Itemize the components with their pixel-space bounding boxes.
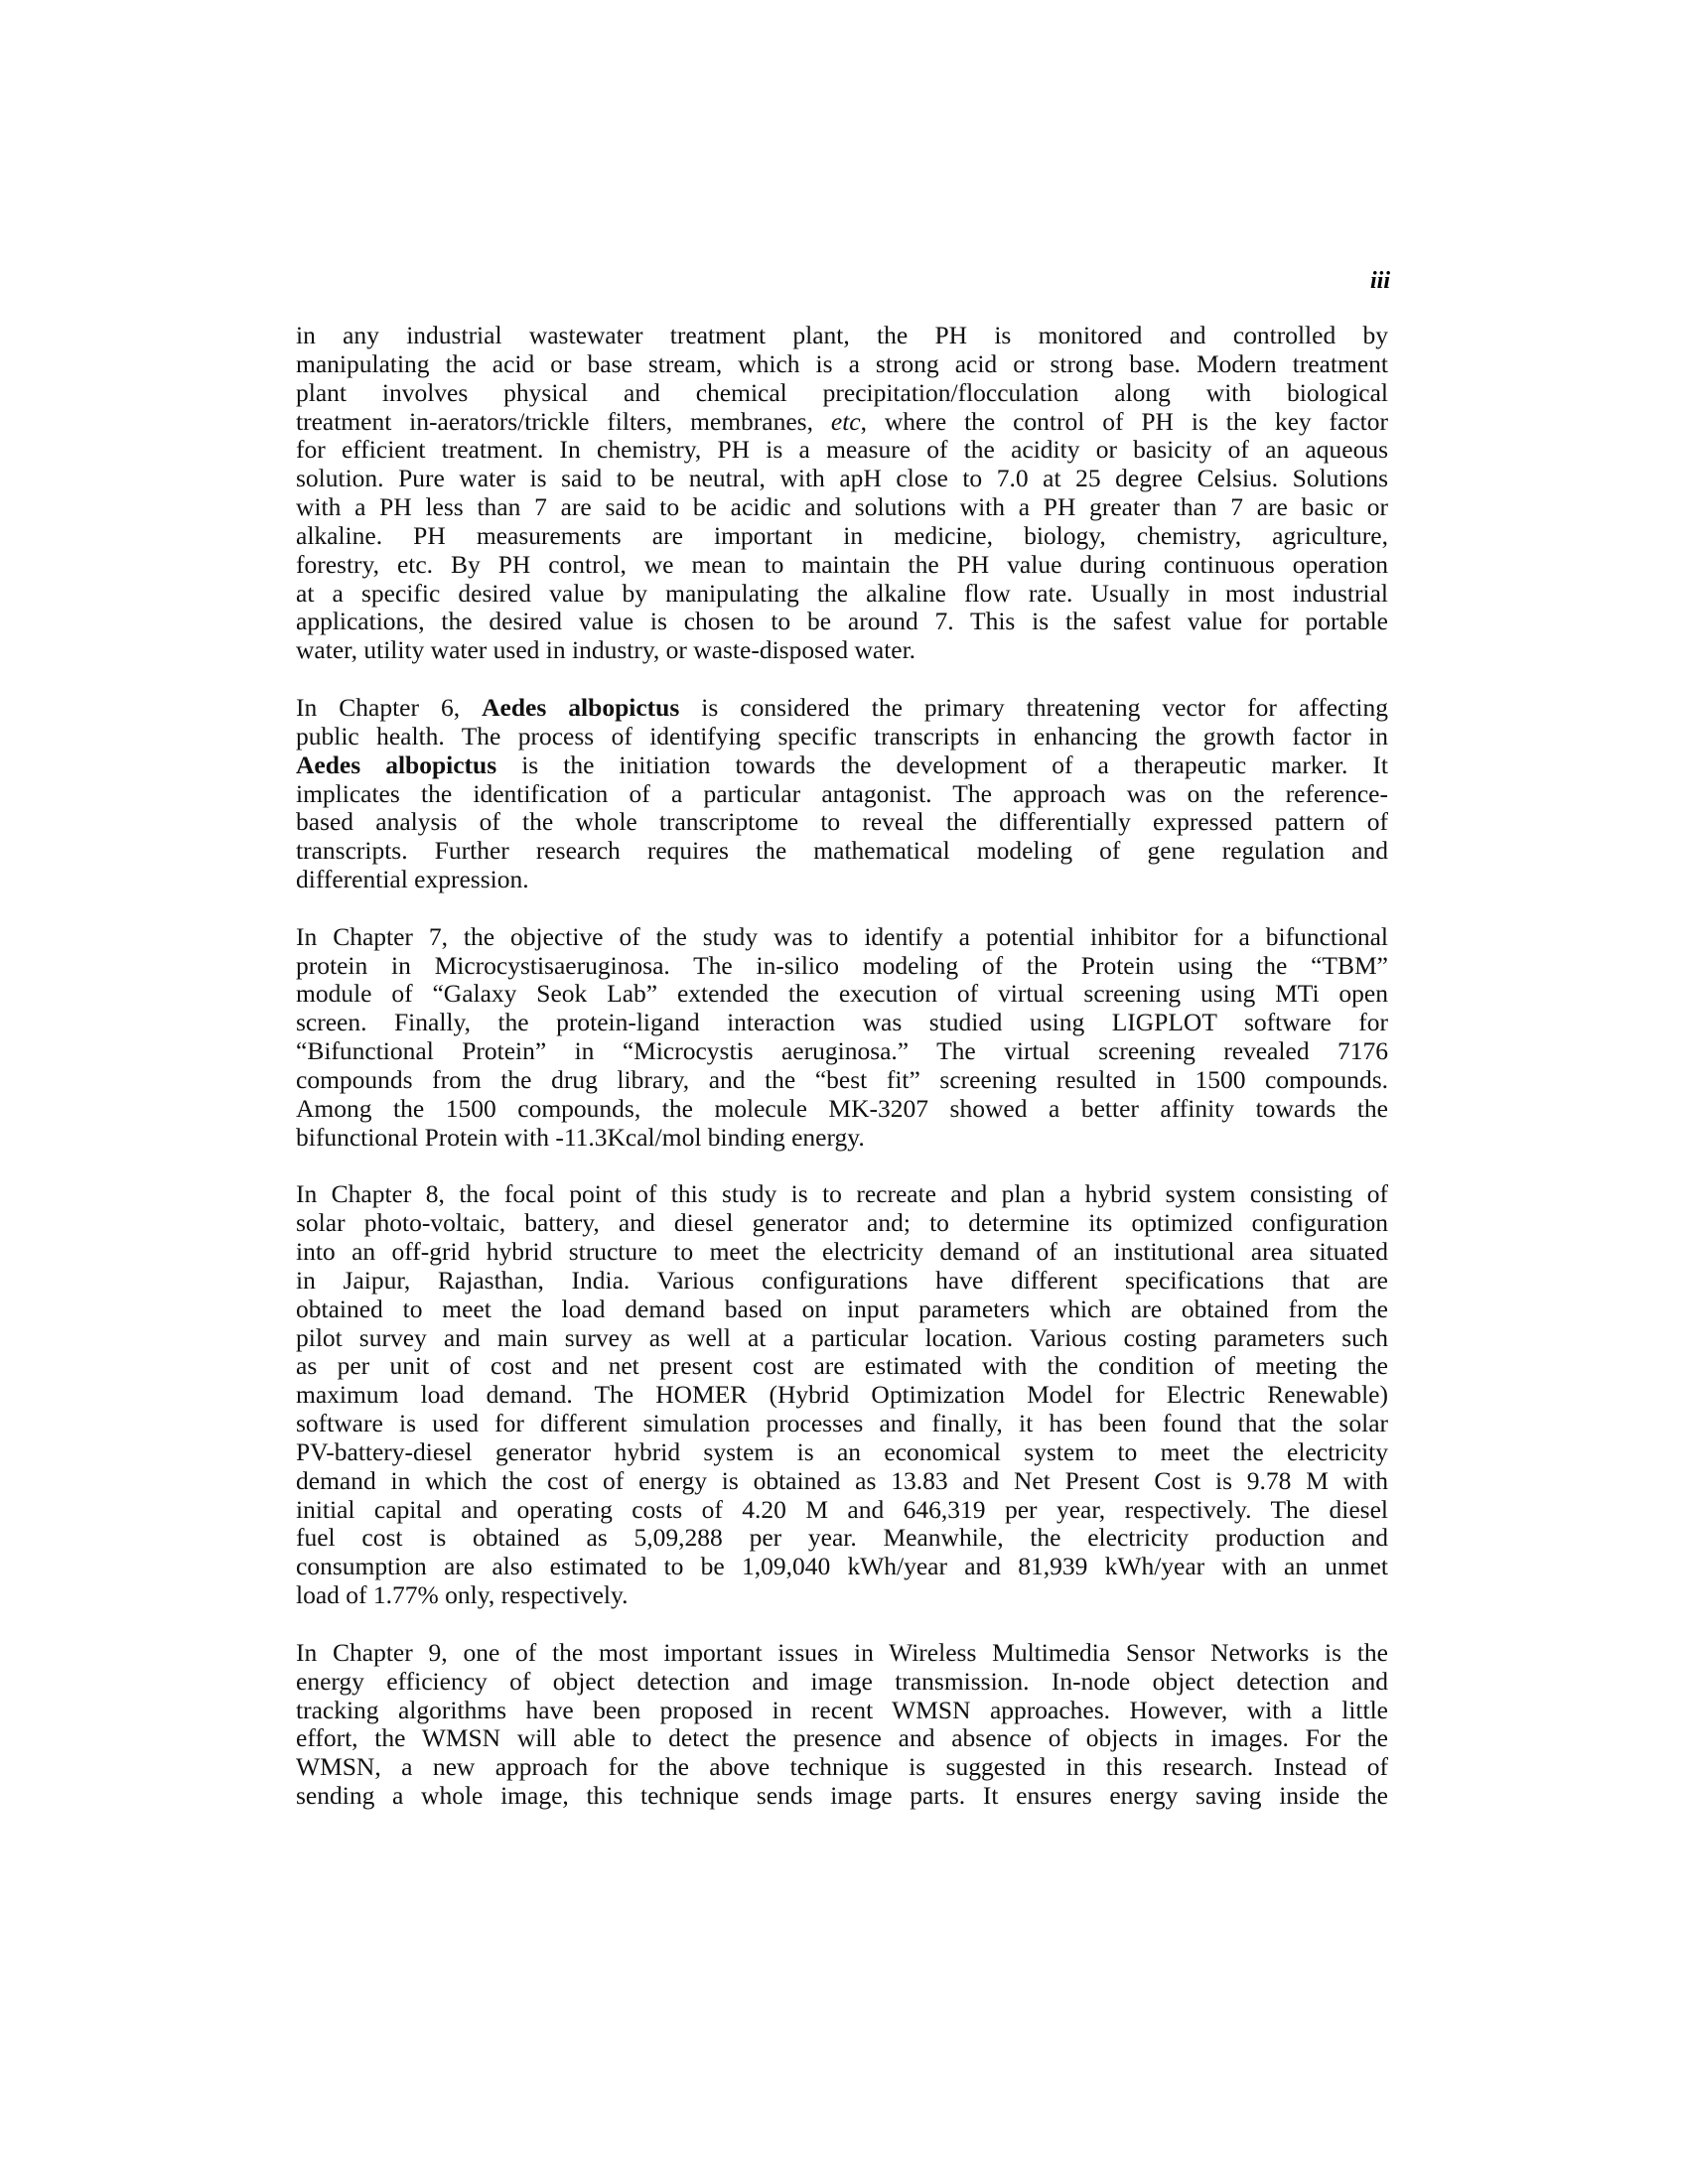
text-line: for efficient treatment. In chemistry, PH is a measure of the acidity or basicity of an aqueous bbox=[296, 435, 1388, 465]
paragraph-chapter-9 bbox=[296, 1639, 1388, 1811]
text-line: WMSN, a new approach for the above technique is suggested in this research. Instead of bbox=[296, 1752, 1388, 1782]
text-line: In Chapter 7, the objective of the study was to identify a potential inhibitor for a bifunctional bbox=[296, 921, 1388, 951]
bold-term: Aedes albopictus bbox=[482, 692, 680, 722]
text-line: screen. Finally, the protein-ligand interaction was studied using LIGPLOT software for bbox=[296, 1008, 1388, 1037]
text-line: consumption are also estimated to be 1,09,040 kWh/year and 81,939 kWh/year with an unmet bbox=[296, 1552, 1388, 1581]
text-line: In Chapter 9, one of the most important issues in Wireless Multimedia Sensor Networks is the bbox=[296, 1637, 1388, 1667]
page-number: iii bbox=[1369, 268, 1390, 294]
text-line: solution. Pure water is said to be neutral, with apH close to 7.0 at 25 degree Celsius. Solutions bbox=[296, 464, 1388, 493]
paragraph-chapter-7 bbox=[296, 923, 1388, 1153]
text-line: plant involves physical and chemical precipitation/flocculation along with biological bbox=[296, 377, 1388, 407]
bold-term: Aedes albopictus bbox=[296, 750, 497, 779]
text-line: effort, the WMSN will able to detect the presence and absence of objects in images. For the bbox=[296, 1723, 1388, 1753]
text-line: applications, the desired value is chosen to be around 7. This is the safest value for portable bbox=[296, 607, 1388, 636]
text-line: software is used for different simulation processes and finally, it has been found that the solar bbox=[296, 1409, 1388, 1438]
text-line: solar photo-voltaic, battery, and diesel generator and; to determine its optimized configuration bbox=[296, 1208, 1388, 1238]
text-line: pilot survey and main survey as well at a particular location. Various costing parameters such bbox=[296, 1322, 1388, 1352]
text-line: tracking algorithms have been proposed in recent WMSN approaches. However, with a little bbox=[296, 1695, 1388, 1724]
text-line: implicates the identification of a particular antagonist. The approach was on the reference- bbox=[296, 778, 1388, 808]
paragraph-chapter-6 bbox=[296, 694, 1388, 894]
text-line: with a PH less than 7 are said to be acidic and solutions with a PH greater than 7 are basic or bbox=[296, 492, 1388, 522]
text-line: public health. The process of identifying specific transcripts in enhancing the growth factor in bbox=[296, 721, 1388, 751]
text-line: obtained to meet the load demand based on input parameters which are obtained from the bbox=[296, 1294, 1388, 1323]
text-line: based analysis of the whole transcriptome to reveal the differentially expressed pattern of bbox=[296, 807, 1388, 837]
text-line: treatment in-aerators/trickle filters, membranes, etc, where the control of PH is the key factor bbox=[296, 406, 1388, 436]
text-line: at a specific desired value by manipulating the alkaline flow rate. Usually in most industrial bbox=[296, 578, 1388, 608]
text-line: Aedes albopictus is the initiation towards the development of a therapeutic marker. It bbox=[296, 750, 1388, 779]
text-line: in any industrial wastewater treatment plant, the PH is monitored and controlled by bbox=[296, 321, 1388, 349]
text-line: into an off-grid hybrid structure to meet the electricity demand of an institutional area situated bbox=[296, 1237, 1388, 1266]
text-line: alkaline. PH measurements are important in medicine, biology, chemistry, agriculture, bbox=[296, 520, 1388, 550]
paragraph-chapter-8 bbox=[296, 1180, 1388, 1610]
text-line: In Chapter 8, the focal point of this study is to recreate and plan a hybrid system consisting of bbox=[296, 1179, 1388, 1209]
text-line: “Bifunctional Protein” in “Microcystis aeruginosa.” The virtual screening revealed 7176 bbox=[296, 1036, 1388, 1066]
body-text bbox=[296, 322, 1388, 1840]
text-line: as per unit of cost and net present cost are estimated with the condition of meeting the bbox=[296, 1351, 1388, 1381]
text-line: compounds from the drug library, and the “best fit” screening resulted in 1500 compounds. bbox=[296, 1064, 1388, 1094]
text-line: transcripts. Further research requires the mathematical modeling of gene regulation and bbox=[296, 836, 1388, 866]
text-line: load of 1.77% only, respectively. bbox=[296, 1580, 629, 1610]
text-line: initial capital and operating costs of 4.20 M and 646,319 per year, respectively. The diesel bbox=[296, 1494, 1388, 1524]
text-line: water, utility water used in industry, or waste-disposed water. bbox=[296, 635, 916, 665]
text-line: sending a whole image, this technique sends image parts. It ensures energy saving inside the bbox=[296, 1781, 1388, 1811]
text-line: fuel cost is obtained as 5,09,288 per year. Meanwhile, the electricity production and bbox=[296, 1523, 1388, 1553]
text-line: differential expression. bbox=[296, 865, 529, 894]
text-line: maximum load demand. The HOMER (Hybrid Optimization Model for Electric Renewable) bbox=[296, 1380, 1388, 1410]
text-line: energy efficiency of object detection and image transmission. In-node object detection and bbox=[296, 1666, 1388, 1696]
text-line: bifunctional Protein with -11.3Kcal/mol binding energy. bbox=[296, 1122, 865, 1152]
text-line: module of “Galaxy Seok Lab” extended the execution of virtual screening using MTi open bbox=[296, 979, 1388, 1009]
text-line: Among the 1500 compounds, the molecule MK-3207 showed a better affinity towards the bbox=[296, 1093, 1388, 1123]
text-line: manipulating the acid or base stream, which is a strong acid or strong base. Modern treatment bbox=[296, 348, 1388, 378]
italic-term: etc bbox=[830, 406, 861, 436]
text-line: In Chapter 6, Aedes albopictus is considered the primary threatening vector for affecting bbox=[296, 692, 1388, 722]
text-line: forestry, etc. By PH control, we mean to maintain the PH value during continuous operation bbox=[296, 549, 1388, 579]
text-line: PV-battery-diesel generator hybrid system is an economical system to meet the electricity bbox=[296, 1436, 1388, 1466]
text-line: in Jaipur, Rajasthan, India. Various configurations have different specifications that are bbox=[296, 1265, 1388, 1295]
text-line: demand in which the cost of energy is obtained as 13.83 and Net Present Cost is 9.78 M with bbox=[296, 1465, 1388, 1495]
text-line: protein in Microcystisaeruginosa. The in-silico modeling of the Protein using the “TBM” bbox=[296, 950, 1388, 980]
paragraph-ph-control bbox=[296, 322, 1388, 665]
